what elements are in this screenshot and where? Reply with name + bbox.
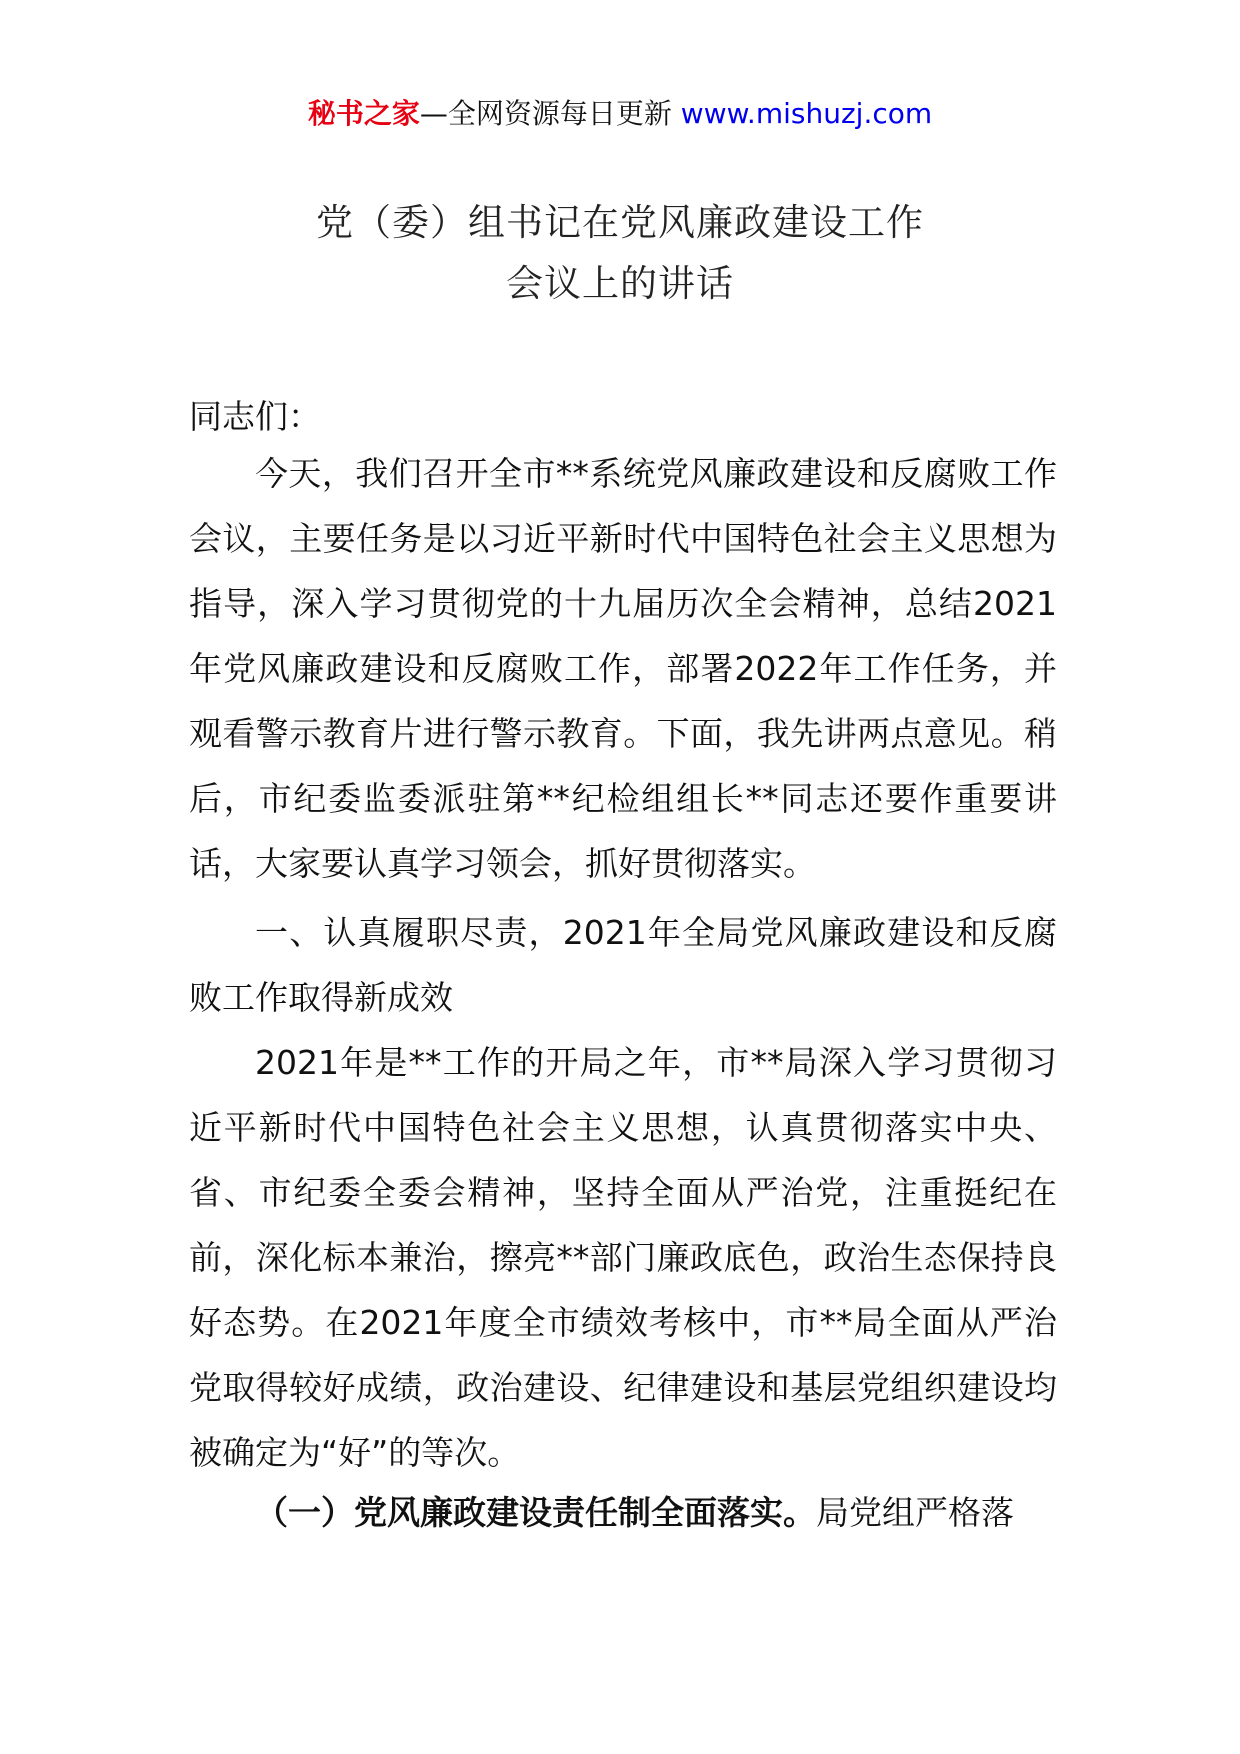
paragraph-intro: 今天，我们召开全市**系统党风廉政建设和反腐败工作会议，主要任务是以习近平新时代中国特色社会主义思想为指导，深入学习贯彻党的十九届历次全会精神，总结2021年党风廉政建设和反腐败工作，部署2022年工作任务，并观看警示教育片进行警示教育。下面，我先讲两点意见。稍后，市纪委监委派驻第**纪检组组长**同志还要作重要讲话，大家要认真学习领会，抓好贯彻落实。: [189, 454, 1057, 883]
subsection-1-text: 局党组严格落: [816, 1493, 1014, 1532]
subsection-1-heading: （一）党风廉政建设责任制全面落实。: [255, 1493, 816, 1532]
site-header: [0, 94, 1240, 134]
paragraph-section-1: 2021年是**工作的开局之年，市**局深入学习贯彻习近平新时代中国特色社会主义思想，认真贯彻落实中央、省、市纪委全委会精神，坚持全面从严治党，注重挺纪在前，深化标本兼治，擦亮**部门廉政底色，政治生态保持良好态势。在2021年度全市绩效考核中，市**局全面从严治党取得较好成绩，政治建设、纪律建设和基层党组织建设均被确定为“好”的等次。: [189, 1043, 1057, 1472]
subsection-1: [189, 1480, 1057, 1545]
document-title-line-2: 会议上的讲话: [506, 262, 734, 305]
site-url-link[interactable]: www.mishuzj.com: [680, 97, 933, 130]
brand-name: 秘书之家: [307, 97, 420, 130]
document-title-line-1: 党（委）组书记在党风廉政建设工作: [316, 201, 924, 244]
section-heading-1: 一、认真履职尽责，2021年全局党风廉政建设和反腐败工作取得新成效: [189, 913, 1057, 1017]
site-tagline: —全网资源每日更新: [419, 97, 672, 130]
salutation: 同志们：: [189, 397, 321, 436]
